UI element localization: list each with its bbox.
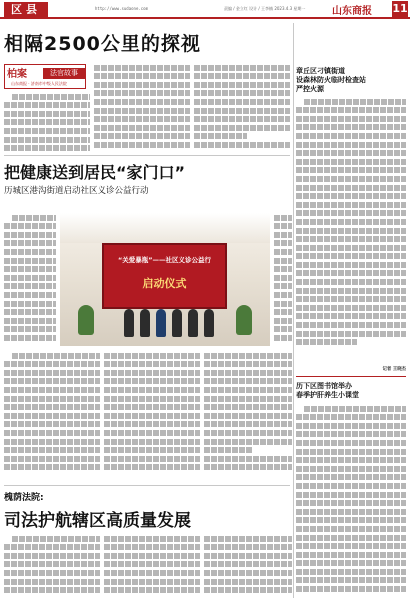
- screen-ceremony-text: 启动仪式: [142, 277, 187, 290]
- article1-column-1: [4, 91, 90, 152]
- section-label: 区县: [4, 2, 48, 17]
- edition-meta: 责编 / 金立红 设计 / 王李楠 2023.4.3 星期一: [224, 6, 306, 11]
- sidebar1-byline: 记者 王晓杰: [382, 367, 406, 372]
- article3-column-2: [104, 533, 200, 599]
- sidebar2-title-line1: 历下区图书馆举办: [296, 382, 352, 390]
- sidebar1-title-line3: 严控火源: [296, 85, 324, 93]
- page-header: [0, 0, 410, 19]
- sidebar1-body: [296, 96, 406, 364]
- sidebar-divider: [293, 23, 294, 598]
- article3-kicker: 槐荫法院:: [4, 493, 44, 503]
- sidebar-divider-red: [296, 376, 406, 377]
- plant-decoration: [236, 305, 252, 335]
- attendee: [140, 309, 150, 337]
- sidebar-story-2: [296, 382, 406, 400]
- article1-column-2: [94, 62, 190, 152]
- article2-body-column-3: [204, 350, 292, 480]
- attendee: [124, 309, 134, 337]
- newspaper-name: 山东商报: [332, 6, 372, 17]
- stage-screen: [102, 243, 227, 309]
- kicker-label: 法官故事: [43, 68, 85, 79]
- article2-body-column-1: [4, 350, 100, 480]
- divider: [4, 155, 290, 156]
- article1-kicker: [4, 64, 86, 89]
- sidebar1-title-line2: 设森林防火临时检查站: [296, 76, 366, 84]
- sidebar2-body: [296, 403, 406, 599]
- event-photo: [60, 213, 270, 346]
- article2-column-right: [274, 212, 292, 347]
- article1-title: 相隔2500公里的探视: [4, 33, 201, 55]
- article3-column-3: [204, 533, 292, 599]
- article3-title: 司法护航辖区高质量发展: [4, 511, 191, 531]
- article2-subtitle: 历城区港沟街道启动社区义诊公益行动: [4, 186, 149, 196]
- plant-decoration: [78, 305, 94, 335]
- page-number: 11: [392, 2, 408, 15]
- sidebar-story-1: [296, 67, 406, 94]
- article1-column-3: [194, 62, 290, 152]
- kicker-brand: 柏案: [7, 69, 27, 80]
- article2-title: 把健康送到居民“家门口”: [4, 163, 186, 182]
- site-url: http://www.sudaone.com: [95, 6, 148, 11]
- attendee: [172, 309, 182, 337]
- screen-banner-text: “关爱暴瓶”——社区义诊公益行: [117, 256, 212, 264]
- kicker-sub: 山东商报 · 济南市中级人民法院: [11, 81, 67, 86]
- attendee: [188, 309, 198, 337]
- sidebar1-title-line1: 章丘区刁镇街道: [296, 67, 345, 75]
- sidebar2-title-line2: 春季护肝养生小课堂: [296, 391, 359, 399]
- attendee: [204, 309, 214, 337]
- attendee: [156, 309, 166, 337]
- article2-column-left: [4, 212, 56, 347]
- article2-body-column-2: [104, 350, 200, 480]
- divider: [4, 485, 290, 486]
- article3-column-1: [4, 533, 100, 599]
